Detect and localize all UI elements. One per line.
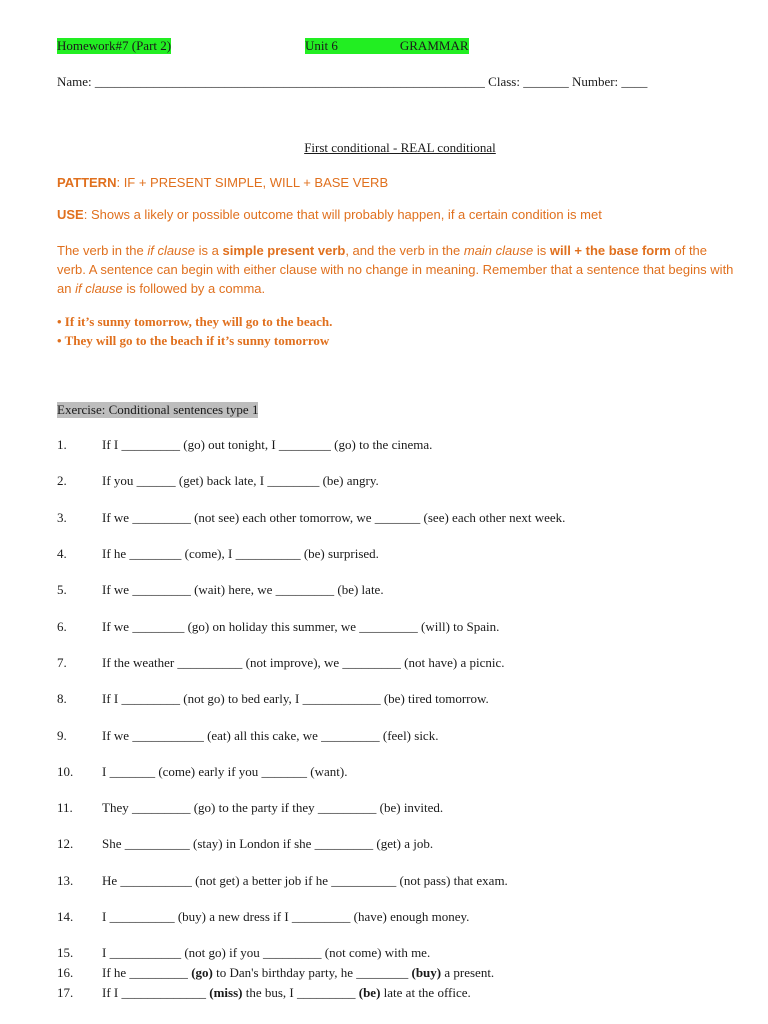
question-text: late at the office. <box>380 985 471 1000</box>
class-field[interactable]: _______ <box>523 74 569 89</box>
para-text: is a <box>195 243 223 258</box>
para-text: The verb in the <box>57 243 148 258</box>
question-number: 9. <box>57 728 67 743</box>
para-text: is followed by a comma. <box>122 281 266 296</box>
name-line <box>57 74 647 90</box>
number-label: Number: <box>568 74 622 89</box>
question-text[interactable]: If I _________ (not go) to bed early, I ____________ (be) tired tomorrow. <box>102 691 489 706</box>
question-number: 12. <box>57 836 74 851</box>
question-number: 3. <box>57 510 67 525</box>
use-text: : Shows a likely or possible outcome that will probably happen, if a certain condition is met <box>83 207 602 222</box>
question-text[interactable]: I ___________ (not go) if you _________ (not come) with me. <box>102 945 431 960</box>
exercise-heading: Exercise: Conditional sentences type 1 <box>57 402 259 417</box>
question-item <box>57 764 348 780</box>
question-text[interactable]: I _______ (come) early if you _______ (want). <box>102 764 348 779</box>
question-text[interactable]: She __________ (stay) in London if she _________ (get) a job. <box>102 836 434 851</box>
question-number: 2. <box>57 473 67 488</box>
question-text[interactable]: If we ___________ (eat) all this cake, we _________ (feel) sick. <box>102 728 439 743</box>
use-line <box>57 207 602 222</box>
question-number: 15. <box>57 945 74 960</box>
use-label: USE <box>57 207 84 222</box>
question-text[interactable]: If we _________ (not see) each other tomorrow, we _______ (see) each other next week. <box>102 510 566 525</box>
question-number: 17. <box>57 985 74 1000</box>
question-text[interactable]: If he ________ (come), I __________ (be) surprised. <box>102 546 379 561</box>
name-field[interactable]: ____________________________________________________________ <box>94 74 485 89</box>
verb-hint: (go) <box>191 965 213 980</box>
para-will-base-form: will + the base form <box>549 243 671 258</box>
question-number: 8. <box>57 691 67 706</box>
question-item <box>57 437 432 453</box>
question-number: 13. <box>57 873 74 888</box>
question-item <box>57 945 430 961</box>
grammar-label: GRAMMAR <box>399 38 469 53</box>
question-item <box>57 965 494 981</box>
pattern-text: : IF + PRESENT SIMPLE, WILL + BASE VERB <box>116 175 389 190</box>
para-text: of the verb. A sentence can begin with either clause with no change in meaning. Remember that a sentence that begins with an <box>57 243 734 296</box>
verb-hint: (miss) <box>209 985 243 1000</box>
question-number: 11. <box>57 800 73 815</box>
question-text: a present. <box>441 965 495 980</box>
verb-hint: (be) <box>358 985 381 1000</box>
para-text: , and the verb in the <box>345 243 464 258</box>
explanation-paragraph <box>57 241 737 298</box>
question-text[interactable]: I __________ (buy) a new dress if I _________ (have) enough money. <box>102 909 470 924</box>
question-text[interactable]: If he _________ <box>102 965 192 980</box>
question-text[interactable]: If we ________ (go) on holiday this summer, we _________ (will) to Spain. <box>102 619 500 634</box>
question-number: 14. <box>57 909 74 924</box>
question-item <box>57 655 505 671</box>
question-number: 6. <box>57 619 67 634</box>
question-text[interactable]: If we _________ (wait) here, we _________ (be) late. <box>102 582 384 597</box>
question-item <box>57 909 469 925</box>
page-title: First conditional - REAL conditional <box>304 140 496 155</box>
question-text[interactable]: If I _________ (go) out tonight, I ________ (go) to the cinema. <box>102 437 433 452</box>
para-main-clause: main clause <box>463 243 534 258</box>
question-text[interactable]: to Dan's birthday party, he ________ <box>212 965 412 980</box>
pattern-label: PATTERN <box>57 175 117 190</box>
para-if-clause: if clause <box>147 243 196 258</box>
question-item <box>57 582 384 598</box>
para-text: is <box>533 243 550 258</box>
question-text[interactable]: the bus, I _________ <box>242 985 359 1000</box>
para-simple-present-verb: simple present verb <box>222 243 346 258</box>
question-number: 16. <box>57 965 74 980</box>
question-item <box>57 985 471 1001</box>
verb-hint: (buy) <box>411 965 442 980</box>
question-text[interactable]: If I _____________ <box>102 985 210 1000</box>
question-item <box>57 836 433 852</box>
question-number: 1. <box>57 437 67 452</box>
example-sentence: • If it’s sunny tomorrow, they will go to the beach. <box>57 314 333 329</box>
question-item <box>57 546 379 562</box>
unit-grammar-label <box>305 38 469 54</box>
question-number: 10. <box>57 764 74 779</box>
example-sentence: • They will go to the beach if it’s sunny tomorrow <box>57 333 330 348</box>
question-item <box>57 619 499 635</box>
para-if-clause: if clause <box>75 281 123 296</box>
question-item <box>57 728 438 744</box>
question-text[interactable]: If the weather __________ (not improve), we _________ (not have) a picnic. <box>102 655 505 670</box>
question-text[interactable]: He ___________ (not get) a better job if he __________ (not pass) that exam. <box>102 873 508 888</box>
class-label: Class: <box>484 74 524 89</box>
question-text[interactable]: If you ______ (get) back late, I ________ (be) angry. <box>102 473 379 488</box>
homework-label: Homework#7 (Part 2) <box>57 38 172 53</box>
question-item <box>57 473 379 489</box>
question-item <box>57 510 565 526</box>
name-label: Name: <box>57 74 95 89</box>
question-item <box>57 691 489 707</box>
question-item <box>57 873 508 889</box>
question-text[interactable]: They _________ (go) to the party if they _________ (be) invited. <box>102 800 444 815</box>
question-number: 4. <box>57 546 67 561</box>
number-field[interactable]: ____ <box>621 74 648 89</box>
pattern-line <box>57 175 388 190</box>
question-number: 7. <box>57 655 67 670</box>
unit-label: Unit 6 <box>305 38 338 53</box>
question-number: 5. <box>57 582 67 597</box>
question-item <box>57 800 443 816</box>
